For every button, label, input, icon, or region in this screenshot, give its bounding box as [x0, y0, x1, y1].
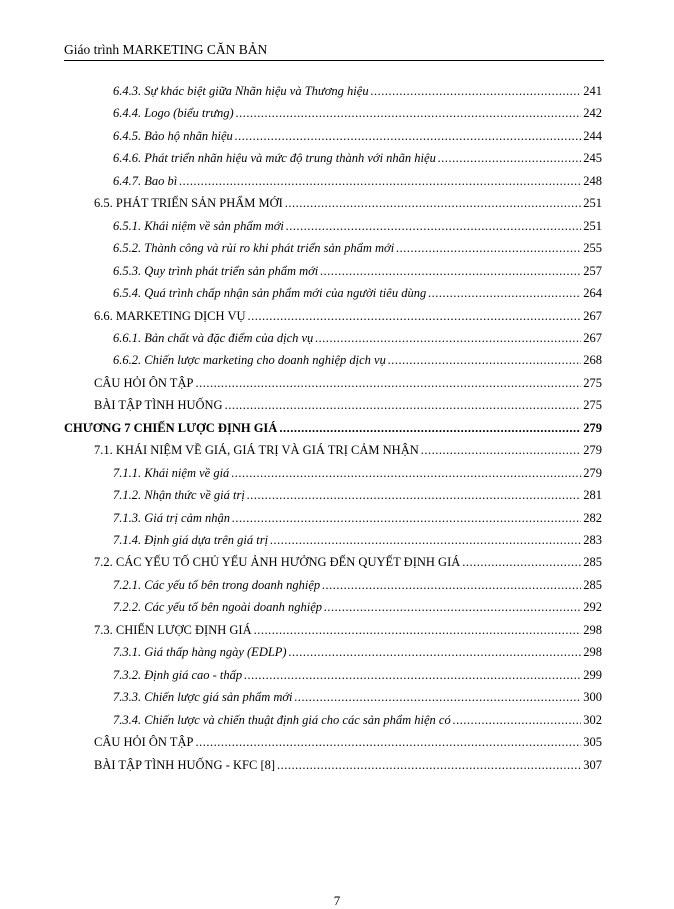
toc-entry-title: 7.3.3. Chiến lược giá sản phẩm mới — [113, 690, 293, 705]
toc-section-entry[interactable] — [94, 621, 602, 639]
toc-entry-page-number: 298 — [583, 622, 602, 637]
dot-leader — [279, 419, 581, 437]
toc-subsection-entry[interactable] — [113, 464, 602, 482]
toc-entry-title: 7.1. KHÁI NIỆM VỀ GIÁ, GIÁ TRỊ VÀ GIÁ TRỊ CẢM NHẬN — [94, 443, 419, 458]
toc-section-entry[interactable] — [94, 396, 602, 414]
toc-entry-page-number: 241 — [583, 84, 602, 98]
toc-entry-page-number: 267 — [583, 308, 602, 323]
toc-entry-title: CHƯƠNG 7 CHIẾN LƯỢC ĐỊNH GIÁ — [64, 420, 278, 435]
toc-section-entry[interactable] — [94, 553, 602, 571]
toc-entry-page-number: 255 — [583, 241, 602, 256]
toc-entry-title: 7.2. CÁC YẾU TỐ CHỦ YẾU ẢNH HƯỞNG ĐẾN QUYẾT ĐỊNH GIÁ — [94, 555, 461, 570]
dot-leader — [231, 464, 581, 482]
toc-entry-page-number: 264 — [583, 286, 602, 301]
toc-subsection-entry[interactable] — [113, 104, 602, 122]
toc-subsection-entry[interactable] — [113, 149, 602, 167]
dot-leader — [322, 576, 581, 594]
toc-entry-title: 6.4.7. Bao bì — [113, 173, 178, 188]
toc-entry-page-number: 299 — [583, 667, 602, 682]
toc-subsection-entry[interactable] — [113, 262, 602, 280]
toc-entry-title: 6.4.5. Bảo hộ nhãn hiệu — [113, 128, 233, 143]
toc-entry-title: 7.1.3. Giá trị cảm nhận — [113, 510, 231, 525]
toc-entry-page-number: 251 — [583, 196, 602, 211]
toc-subsection-entry[interactable] — [113, 217, 602, 235]
toc-section-entry[interactable] — [94, 307, 602, 325]
toc-entry-title: 7.1.4. Định giá dựa trên giá trị — [113, 533, 269, 547]
toc-entry-title: CÂU HỎI ÔN TẬP — [94, 735, 194, 750]
toc-entry-page-number: 300 — [583, 690, 602, 705]
dot-leader — [270, 531, 581, 549]
toc-entry-page-number: 279 — [583, 420, 602, 435]
dot-leader — [195, 733, 581, 751]
dot-leader — [438, 149, 581, 167]
toc-subsection-entry[interactable] — [113, 329, 602, 347]
toc-entry-title: 7.1.1. Khái niệm về giá — [113, 465, 230, 480]
toc-subsection-entry[interactable] — [113, 172, 602, 190]
dot-leader — [315, 329, 581, 347]
dot-leader — [320, 262, 581, 280]
toc-entry-page-number: 305 — [583, 735, 602, 750]
toc-section-entry[interactable] — [94, 733, 602, 751]
toc-entry-page-number: 279 — [583, 465, 602, 480]
toc-section-entry[interactable] — [94, 194, 602, 212]
toc-entry-page-number: 302 — [583, 712, 602, 727]
toc-entry-page-number: 285 — [583, 577, 602, 592]
toc-entry-title: 6.6.2. Chiến lược marketing cho doanh nghiệp dịch vụ — [113, 353, 386, 368]
toc-entry-title: 7.3. CHIẾN LƯỢC ĐỊNH GIÁ — [94, 622, 252, 637]
dot-leader — [254, 621, 582, 639]
dot-leader — [453, 711, 582, 729]
toc-entry-page-number: 244 — [583, 128, 602, 143]
toc-section-entry[interactable] — [94, 374, 602, 392]
dot-leader — [421, 441, 581, 459]
dot-leader — [371, 82, 582, 100]
dot-leader — [277, 756, 581, 774]
toc-entry-page-number: 298 — [583, 645, 602, 660]
dot-leader — [244, 666, 581, 684]
dot-leader — [295, 688, 582, 706]
toc-entry-title: BÀI TẬP TÌNH HUỐNG — [94, 398, 223, 413]
toc-entry-page-number: 275 — [583, 375, 602, 390]
page-number: 7 — [333, 893, 341, 908]
toc-subsection-entry[interactable] — [113, 576, 602, 594]
toc-entry-title: CÂU HỎI ÔN TẬP — [94, 375, 194, 390]
toc-subsection-entry[interactable] — [113, 509, 602, 527]
toc-entry-page-number: 245 — [583, 151, 602, 166]
dot-leader — [396, 239, 581, 257]
toc-entry-page-number: 251 — [583, 218, 602, 233]
toc-entry-page-number: 257 — [583, 263, 602, 278]
toc-entry-page-number: 307 — [583, 757, 602, 772]
toc-entry-page-number: 281 — [583, 488, 602, 503]
toc-entry-page-number: 268 — [583, 353, 602, 368]
toc-entry-page-number: 275 — [583, 398, 602, 413]
toc-entry-title: 6.4.6. Phát triển nhãn hiệu và mức độ trung thành với nhãn hiệu — [113, 151, 436, 166]
toc-entry-page-number: 285 — [583, 555, 602, 570]
dot-leader — [195, 374, 581, 392]
toc-entry-title: 7.2.1. Các yếu tố bên trong doanh nghiệp — [113, 577, 321, 592]
dot-leader — [248, 307, 582, 325]
toc-entry-title: 6.6.1. Bản chất và đặc điểm của dịch vụ — [113, 330, 314, 345]
toc-subsection-entry[interactable] — [113, 284, 602, 302]
toc-entry-title: BÀI TẬP TÌNH HUỐNG - KFC [8] — [94, 757, 276, 772]
toc-subsection-entry[interactable] — [113, 688, 602, 706]
toc-section-entry[interactable] — [94, 441, 602, 459]
toc-entry-page-number: 282 — [583, 510, 602, 525]
dot-leader — [289, 643, 582, 661]
toc-section-entry[interactable] — [94, 756, 602, 774]
toc-subsection-entry[interactable] — [113, 531, 602, 549]
toc-entry-title: 6.5.2. Thành công và rủi ro khi phát triển sản phẩm mới — [113, 241, 395, 256]
toc-subsection-entry[interactable] — [113, 666, 602, 684]
toc-entry-title: 7.2.2. Các yếu tố bên ngoài doanh nghiệp — [113, 600, 322, 615]
toc-entry-title: 6.5.4. Quá trình chấp nhận sản phẩm mới của người tiêu dùng — [113, 286, 427, 301]
toc-entry-title: 7.3.2. Định giá cao - thấp — [113, 667, 243, 682]
dot-leader — [388, 351, 581, 369]
toc-entry-title: 6.4.4. Logo (biểu trưng) — [113, 106, 234, 121]
toc-subsection-entry[interactable] — [113, 711, 602, 729]
running-header: Giáo trình MARKETING CĂN BẢN — [64, 42, 268, 57]
toc-entry-title: 6.5. PHÁT TRIỂN SẢN PHẨM MỚI — [94, 196, 283, 211]
toc-entry-page-number: 292 — [583, 600, 602, 615]
toc-entry-title: 7.3.4. Chiến lược và chiến thuật định giá cho các sản phẩm hiện có — [113, 712, 451, 727]
dot-leader — [247, 486, 581, 504]
dot-leader — [286, 217, 581, 235]
header-divider — [64, 60, 604, 61]
toc-subsection-entry[interactable] — [113, 351, 602, 369]
toc-entry-title: 7.1.2. Nhận thức về giá trị — [113, 488, 245, 503]
toc-entry-title: 6.5.3. Quy trình phát triển sản phẩm mới — [113, 263, 319, 278]
toc-entry-title: 7.3.1. Giá thấp hàng ngày (EDLP) — [113, 645, 287, 660]
toc-subsection-entry[interactable] — [113, 239, 602, 257]
dot-leader — [179, 172, 581, 190]
toc-entry-title: 6.5.1. Khái niệm về sản phẩm mới — [113, 218, 284, 233]
toc-subsection-entry[interactable] — [113, 127, 602, 145]
toc-entry-page-number: 248 — [583, 173, 602, 188]
dot-leader — [462, 553, 581, 571]
toc-entry-page-number: 242 — [583, 106, 602, 121]
dot-leader — [232, 509, 581, 527]
toc-entry-page-number: 283 — [583, 533, 602, 547]
toc-entry-title: 6.6. MARKETING DỊCH VỤ — [94, 308, 246, 323]
dot-leader — [428, 284, 581, 302]
dot-leader — [235, 127, 581, 145]
toc-subsection-entry[interactable] — [113, 486, 602, 504]
dot-leader — [236, 104, 582, 122]
dot-leader — [324, 598, 581, 616]
toc-subsection-entry[interactable] — [113, 598, 602, 616]
toc-entry-page-number: 279 — [583, 443, 602, 458]
toc-entry-title: 6.4.3. Sự khác biệt giữa Nhãn hiệu và Thương hiệu — [113, 84, 369, 98]
dot-leader — [225, 396, 582, 414]
dot-leader — [285, 194, 581, 212]
toc-chapter-entry[interactable] — [64, 419, 602, 437]
toc-subsection-entry[interactable] — [113, 82, 602, 100]
toc-subsection-entry[interactable] — [113, 643, 602, 661]
toc-entry-page-number: 267 — [583, 330, 602, 345]
